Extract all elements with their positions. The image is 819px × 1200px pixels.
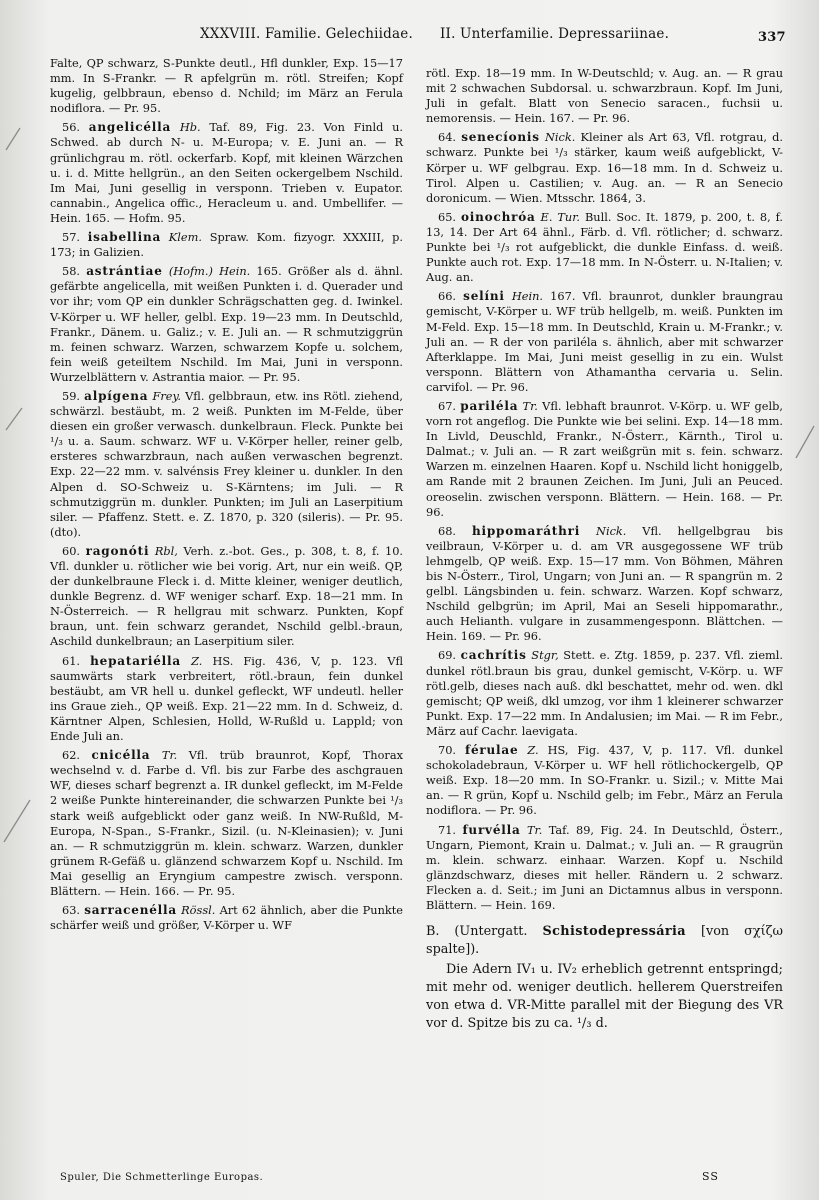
species-author: Nick. <box>596 523 627 538</box>
species-description: Vfl. hellgelbgrau bis veilbraun, V-Körper u. d. am VR ausgegossene WF trüb lehmgelb, QP weiß. Exp. 15—17 mm. Von Böhmen, Mähren bis N-Österr., Tirol, Ungarn; von Juni an. — R spangrün m. 2 gelbl. Längsbinden u. fein. schwarz. Warzen. Kopf schwarz, Nschild gelbgrün; im April, Mai an Seseli hippomarathr., auch Helianth. vulgare in zusammengesponn. Blättchen. — Hein. 169. — Pr. 96. <box>426 523 784 644</box>
page-number: 337 <box>758 30 786 45</box>
species-description: Spraw. Kom. fizyogr. XXXIII, p. 173; in Galizien. <box>50 230 404 260</box>
species-description: Vfl. lebhaft braunrot. V-Körp. u. WF gelb, vorn rot angeflog. Die Punkte wie bei selini. Exp. 14—18 mm. In Livld, Deuschld, Frankr., N-Österr., Kärnth., Tirol u. Dalmat.; v. Juli an. — R zart weißgrün mit s. fein. schwarz. Warzen m. einzelnen Haaren. Kopf u. Nschild licht honiggelb, am Rande mit 2 braunen Zeichen. Im Juni, Juli an Peuced. oreoselin. zwischen versponn. Blättern. — Hein. 168. — Pr. 96. <box>426 398 784 519</box>
footer-title: Spuler, Die Schmetterlinge Europas. <box>60 1172 264 1183</box>
entry-number: 71. <box>438 822 457 837</box>
entry-number: 64. <box>438 130 457 145</box>
species-author: Tr. <box>526 822 543 837</box>
species-name: selíni <box>463 289 505 304</box>
species-author: Nick. <box>545 130 576 145</box>
header-subfamily: II. Unterfamilie. Depressariinae. <box>440 26 670 42</box>
subgenus-name: Schistodepressária <box>542 924 687 940</box>
species-name: astrántiae <box>86 264 163 279</box>
species-description: Taf. 89, Fig. 24. In Deutschld, Österr., Ungarn, Piemont, Krain u. Dalmat.; v. Juli an. — R graugrün m. klein. schwarz. einhaar. Warzen. Kopf u. Nschild glänzdschwarz, dieses mit heller. Rändern u. 2 schwarz. Flecken a. d. Seit.; im Juni an Dictamnus albus in versponn. Blättern. — Hein. 169. <box>426 822 784 912</box>
species-author: Tr. <box>161 748 178 763</box>
subgenus-description: Die Adern IV₁ u. IV₂ erheblich getrennt entspringd; mit mehr od. weniger deutlich. hellerem Querstreifen von etwa d. VR-Mitte parallel mit der Biegung des VR vor d. Spitze bis zu ca. ¹/₃ d. <box>426 962 783 1032</box>
subgenus-lead: B. (Untergatt. <box>426 924 528 940</box>
species-author: Rössl. <box>181 903 216 918</box>
entry-number: 58. <box>62 264 81 279</box>
species-author: Hein. <box>511 289 544 304</box>
entry-number: 61. <box>62 653 81 668</box>
species-name: furvélla <box>462 822 521 837</box>
entry-number: 70. <box>438 743 457 758</box>
left-column-intro: Falte, QP schwarz, S-Punkte deutl., Hfl dunkler, Exp. 15—17 mm. In S-Frankr. — R apfelgrün m. rötl. Streifen; Kopf kugelig, gelbbraun, ebenso d. Nchild; im März an Ferula nodiflora. — Pr. 95. <box>50 56 403 116</box>
species-description: 167. Vfl. braunrot, dunkler braungrau gemischt, V-Körper u. WF trüb hellgelb, m. weiß. Punkten im M-Feld. Exp. 15—18 mm. In Deutschld, Krain u. M-Frankr.; v. Juli an. — R der von pariléla s. ähnlich, aber mit schwarzer Afterklappe. Im Mai, Juni meist gesellig in zu ein. Wulst versponn. Blättern von Athamantha cervaria u. Selin. carvifol. — Pr. 96. <box>426 289 784 394</box>
species-description: Taf. 89, Fig. 23. Von Finld u. Schwed. ab durch N- u. M-Europa; v. E. Juni an. — R grünlichgrau m. rötl. ockerfarb. Kopf, mit kleinen Wärzchen u. i. d. Mitte hellgrün., an den Seiten ockergelbem Nschild. Im Mai, Juni gesellig in versponn. Trieben v. Eupator. cannabin., Angelica offic., Heracleum u. and. Umbellifer. — Hein. 165. — Hofm. 95. <box>50 120 403 225</box>
species-name: alpígena <box>84 388 149 403</box>
species-description: Stett. e. Ztg. 1859, p. 237. Vfl. zieml. dunkel rötl.braun bis grau, dunkel gemischt, V-Körp. u. WF rötl.gelb, dieses nach auß. dkl beschattet, mehr od. wen. dkl gemischt; QP weiß, dkl umzog, vor ihm 1 kleinerer schwarzer Punkt. Exp. 17—22 mm. In Andalusien; im Mai. — R im Febr., März auf Cachr. laevigata. <box>426 648 784 738</box>
species-description: Vfl. trüb braunrot, Kopf, Thorax wechselnd v. d. Farbe d. Vfl. bis zur Farbe des aschgrauen WF, dieses scharf begrenzt a. IR dunkel gefleckt, im M-Felde 2 weiße Punkte hintereinander, die schwarzen Punkte bei ¹/₃ stark weiß aufgeblickt oder ganz weiß. In NW-Rußld, M-Europa, N-Span., S-Frankr., Sizil. (u. N-Kleinasien); v. Juni an. — R schmutziggrün m. klein. schwarz. Warzen, dunkler grünem R-Gefäß u. glänzend schwarzem Kopf u. Nschild. Im Mai gesellig an Eryngium campestre zwisch. versponn. Blättern. — Hein. 166. — Pr. 95. <box>50 748 404 898</box>
signature-mark: SS <box>702 1170 719 1183</box>
species-author: (Hofm.) Hein. <box>168 264 251 279</box>
entry-number: 69. <box>438 648 457 663</box>
species-name: cnicélla <box>91 748 151 763</box>
species-description: Vfl. gelbbraun, etw. ins Rötl. ziehend, schwärzl. bestäubt, m. 2 weiß. Punkten im M-Felde, über diesen ein großer verwasch. dunkelbraun. Fleck. Punkte bei ¹/₃ u. a. Saum. schwarz. WF u. V-Körper heller, reiner gelb, ersteres schwarzbraun, nach außen verwaschen begrenzt. Exp. 22—22 mm. v. salvénsis Frey kleiner u. dunkler. In den Alpen d. SO-Schweiz u. S-Kärntens; im Juli. — R schmutziggrün m. dunkler. Punkten; im Juli an Laserpitium siler. — Pfaffenz. Stett. e. Z. 1870, p. 320 (sileris). — Pr. 95. (dto). <box>50 388 404 539</box>
entry-number: 67. <box>438 398 457 413</box>
species-author: Klem. <box>168 230 202 245</box>
species-name: hepatariélla <box>90 653 181 668</box>
entry-number: 68. <box>438 523 457 538</box>
entry-number: 63. <box>62 903 81 918</box>
entry-number: 60. <box>62 543 81 558</box>
species-name: angelicélla <box>88 120 172 135</box>
entry-number: 57. <box>62 230 81 245</box>
species-name: oinochróa <box>460 209 536 224</box>
species-name: cachrítis <box>460 648 527 663</box>
right-column-intro: rötl. Exp. 18—19 mm. In W-Deutschld; v. Aug. an. — R grau mit 2 schwachen Subdorsal. u. schwarzbraun. Kopf. Im Juni, Juli in gefalt. Blatt von Senecio saracen., fuchsii u. nemorensis. — Hein. 167. — Pr. 96. <box>426 66 783 126</box>
species-author: Stgr, <box>531 648 559 663</box>
entry-number: 62. <box>62 748 81 763</box>
species-description: HS, Fig. 437, V, p. 117. Vfl. dunkel schokoladebraun, V-Körper u. WF hell rötlichockergelb, QP weiß. Exp. 18—20 mm. In SO-Frankr. u. Sizil.; v. Mitte Mai an. — R grün, Kopf u. Nschild gelb; im Febr., März an Ferula nodiflora. — Pr. 96. <box>426 743 783 818</box>
entry-number: 66. <box>438 289 457 304</box>
margin-pencil-marks <box>4 128 814 842</box>
species-description: Kleiner als Art 63, Vfl. rotgrau, d. schwarz. Punkte bei ¹/₃ stärker, kaum weiß aufgeblickt, V-Körper u. WF gelbgrau. Exp. 16—18 mm. In d. Schweiz u. Tirol. Alpen u. Castilien; v. Aug. an. — R an Senecio doronicum. — Wien. Mtsschr. 1864, 3. <box>426 130 784 205</box>
header-family: XXXVIII. Familie. Gelechiidae. <box>200 26 413 42</box>
species-description: HS. Fig. 436, V, p. 123. Vfl saumwärts stark verbreitert, rötl.-braun, fein dunkel bestäubt, am VR hell u. dunkel gefleckt, WF undeutl. heller ins Graue zieh., QP weiß. Exp. 21—22 mm. In d. Schweiz, d. Kärntner Alpen, Schlesien, Holld, W-Rußld u. Lappld; von Ende Juli an. <box>50 653 404 744</box>
species-name: férulae <box>464 743 519 758</box>
species-name: ragonóti <box>85 543 150 558</box>
species-name: hippomaráthri <box>471 523 581 538</box>
species-description: Bull. Soc. It. 1879, p. 200, t. 8, f. 13, 14. Der Art 64 ähnl., Färb. d. Vfl. rötlicher; d. schwarz. Punkte bei ¹/₃ rot aufgeblickt, die dunkle Einfass. d. weiß. Punkte auch rot. Exp. 17—18 mm. In N-Österr. u. N-Italien; v. Aug. an. <box>426 209 784 285</box>
species-author: Tr. <box>522 398 538 413</box>
entry-number: 59. <box>62 388 81 403</box>
species-author: Frey. <box>152 388 181 403</box>
species-name: senecíonis <box>461 130 540 145</box>
species-description: 165. Größer als d. ähnl. gefärbte angelicella, mit weißen Punkten i. d. Querader und vor ihr; vom QP ein dunkler Schrägschatten geg. d. Iwinkel. V-Körper u. WF heller, gelbl. Exp. 19—23 mm. In Deutschld, Frankr., Dänem. u. Galiz.; v. E. Juli an. — R schmutziggrün m. feinen schwarz. Warzen, schwarzem Kopfe u. solchem, fein weiß geteiltem Nschild. Im Mai, Juni in versponn. Wurzelblättern v. Astrantia maior. — Pr. 95. <box>50 264 404 384</box>
species-author: Hb. <box>179 120 201 135</box>
species-author: E. Tur. <box>540 209 581 224</box>
subgenus-etymology: [von σχίζω spalte]). <box>426 924 783 958</box>
species-description: Verh. z.-bot. Ges., p. 308, t. 8, f. 10. Vfl. dunkler u. rötlicher wie bei vorig. Art, nur ein weiß. QP, der dunkelbraune Fleck i. d. Mitte kleiner, weniger deutlich, dunkle Begrenz. d. WF weniger scharf. Exp. 18—21 mm. In N-Österreich. — R hellgrau mit schwarz. Punkten, Kopf braun, unt. fein schwarz gerandet, Nschild gelbl.-braun, Aschild dunkelbraun; an Laserpitium siler. <box>50 543 404 649</box>
entry-number: 56. <box>62 120 81 135</box>
species-author: Z. <box>191 653 203 668</box>
species-author: Z. <box>527 743 539 758</box>
species-name: isabellina <box>87 230 162 245</box>
species-description: Art 62 ähnlich, aber die Punkte schärfer weiß und größer, V-Körper u. WF <box>50 903 404 933</box>
species-author: Rbl, <box>154 543 178 558</box>
species-name: sarracenélla <box>84 903 177 918</box>
entry-number: 65. <box>438 209 457 224</box>
species-name: pariléla <box>460 398 519 413</box>
